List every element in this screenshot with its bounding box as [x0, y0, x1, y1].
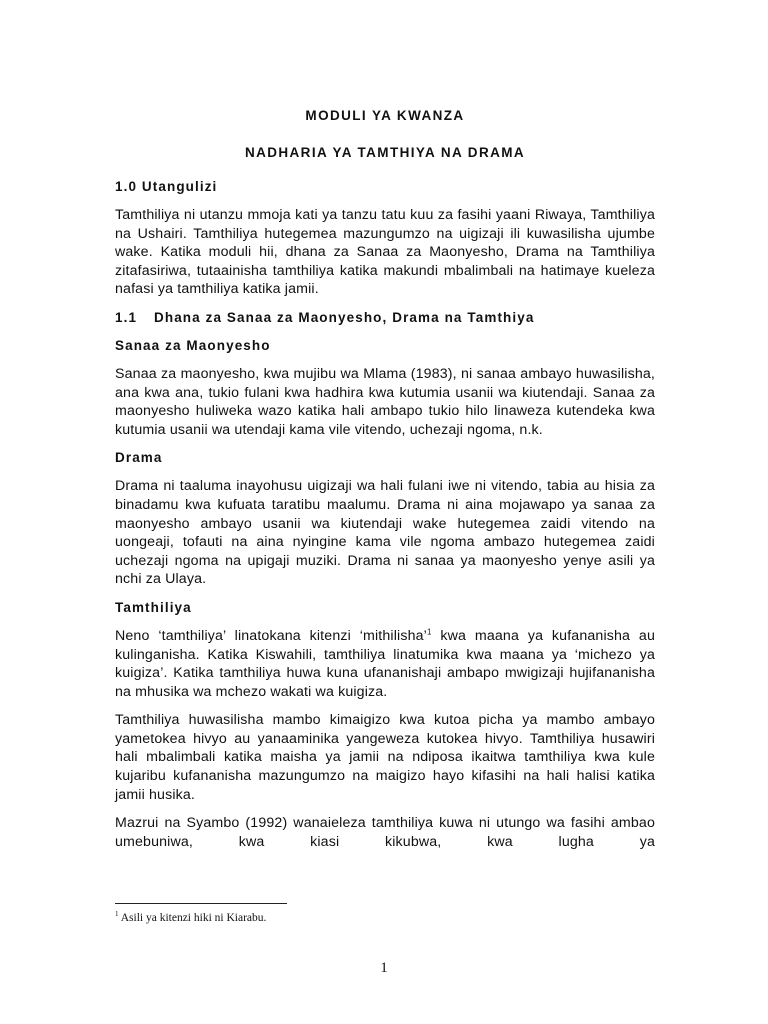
concepts-heading [115, 309, 655, 327]
drama-paragraph: Drama ni taaluma inayohusu uigizaji wa hali fulani iwe ni vitendo, tabia au hisia za binadamu kwa kufuata taratibu maalumu. Drama ni aina mojawapo ya sanaa za maonyesho ambayo usanii wa kiutendaji wake hutegemea zaidi vitendo na uongeaji, tofauti na aina nyingine kama vile ngoma ambazo hutegemea zaidi uchezaji ngoma na upigaji muziki. Drama ni sanaa ya maonyesho yenye asili ya nchi za Ulaya. [115, 478, 655, 588]
footnote-reference[interactable]: 1 [426, 627, 432, 637]
subject-title: NADHARIA YA TAMTHIYA NA DRAMA [244, 145, 526, 160]
tamthiliya-paragraph-3: Mazrui na Syambo (1992) wanaieleza tamthiliya kuwa ni utungo wa fasihi ambao umebuniwa, kwa kiasi kikubwa, kwa lugha ya [115, 815, 655, 850]
footnote-marker: 1 [115, 910, 119, 919]
module-title: MODULI YA KWANZA [305, 108, 465, 123]
tamthiliya-heading: Tamthiliya [115, 599, 192, 615]
footnote-divider [115, 903, 287, 904]
page-number: 1 [380, 960, 388, 976]
concepts-heading-text: Dhana za Sanaa za Maonyesho, Drama na Tamthiya [154, 309, 535, 325]
page-content [115, 108, 655, 861]
concepts-heading-number: 1.1 [115, 309, 138, 325]
tamthiliya-paragraph-1 [115, 627, 655, 701]
drama-heading: Drama [115, 450, 163, 466]
intro-paragraph: Tamthiliya ni utanzu mmoja kati ya tanzu tatu kuu za fasihi yaani Riwaya, Tamthiliya na Ushairi. Tamthiliya hutegemea mazungumzo na uigizaji ili kuwasilisha ujumbe wake. Katika moduli hii, dhana za Sanaa za Maonyesho, Drama na Tamthiliya zitafasiriwa, tutaainisha tamthiliya katika makundi mbalimbali na hatimaye kueleza nafasi ya tamthiliya katika jamii. [115, 207, 655, 298]
intro-heading: 1.0 Utangulizi [115, 179, 218, 194]
tamthiliya-paragraph-1-start: Neno ‘tamthiliya’ linatokana kitenzi ‘mithilisha’ [115, 627, 427, 644]
performing-arts-heading: Sanaa za Maonyesho [115, 337, 271, 353]
footnote-text: Asili ya kitenzi hiki ni Kiarabu. [118, 912, 267, 924]
tamthiliya-paragraph-1-end: kwa maana ya kufananisha au kulinganisha. Katika Kiswahili, tamthiliya linatumika kwa maana ya ‘michezo ya kuigiza’. Katika tamthiliya huwa kuna ufananishaji ambapo mwigizaji hujifananisha na mhusika wa mchezo wakati wa kuigiza. [115, 627, 655, 700]
tamthiliya-paragraph-2: Tamthiliya huwasilisha mambo kimaigizo kwa kutoa picha ya mambo ambayo yametokea hivyo au yanaaminika yangeweza kutokea hivyo. Tamthiliya husawiri hali mbalimbali katika maisha ya jamii na ndiposa ikaitwa tamthiliya kwa kule kujaribu kufananisha mazungumzo na maigizo hayo kifasihi na hali halisi katika jamii husika. [115, 712, 655, 803]
performing-arts-paragraph: Sanaa za maonyesho, kwa mujibu wa Mlama (1983), ni sanaa ambayo huwasilisha, ana kwa ana, tukio fulani kwa hadhira kwa kutumia usanii wa kiutendaji. Sanaa za maonyesho huliweka wazo katika hali ambapo tukio hilo linaweza kutendeka kwa kutumia usanii wa utendaji kama vile vitendo, uchezaji ngoma, n.k. [115, 365, 655, 438]
footnote [115, 912, 266, 924]
